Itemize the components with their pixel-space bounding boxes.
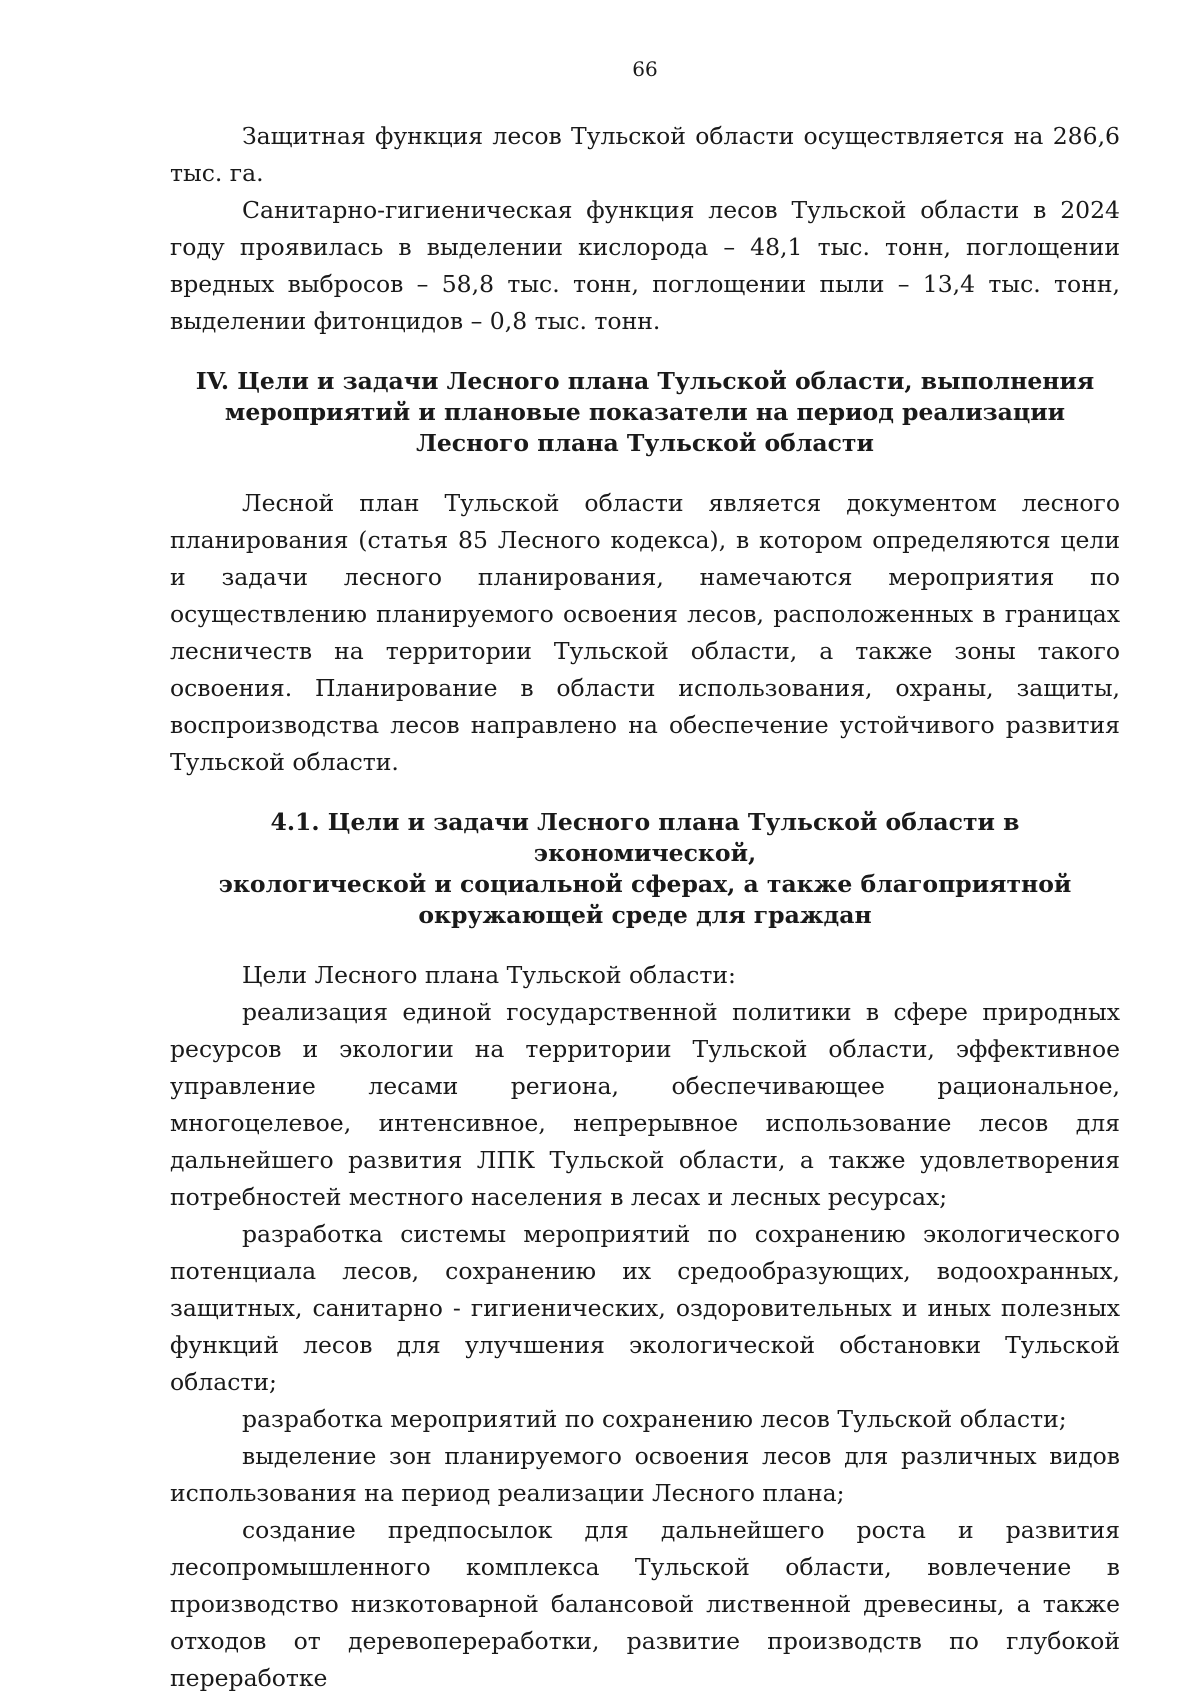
goal-item: создание предпосылок для дальнейшего роста и развития лесопромышленного комплекса Тульской области, вовлечение в производство низкотоварной балансовой лиственной древесины, а также отходов от деревопереработки, развитие производств по глубокой переработке	[170, 1516, 1120, 1692]
goal-item: разработка мероприятий по сохранению лесов Тульской области;	[242, 1405, 1067, 1433]
goal-item: реализация единой государственной политики в сфере природных ресурсов и экологии на территории Тульской области, эффективное управление лесами региона, обеспечивающее рациональное, многоцелевое, интенсивное, непрерывное использование лесов для дальнейшего развития ЛПК Тульской области, а также удовлетворения потребностей местного населения в лесах и лесных ресурсах;	[170, 998, 1120, 1211]
paragraph-forest-plan-definition: Лесной план Тульской области является документом лесного планирования (статья 85 Лесного кодекса), в котором определяются цели и задачи лесного планирования, намечаются мероприятия по осуществлению планируемого освоения лесов, расположенных в границах лесничеств на территории Тульской области, а также зоны такого освоения. Планирование в области использования, охраны, защиты, воспроизводства лесов направлено на обеспечение устойчивого развития Тульской области.	[170, 489, 1120, 776]
paragraph-protective-function: Защитная функция лесов Тульской области осуществляется на 286,6 тыс. га.	[170, 122, 1120, 187]
goals-intro: Цели Лесного плана Тульской области:	[242, 961, 736, 989]
paragraph-sanitary-function: Санитарно-гигиеническая функция лесов Тульской области в 2024 году проявилась в выделении кислорода – 48,1 тыс. тонн, поглощении вредных выбросов – 58,8 тыс. тонн, поглощении пыли – 13,4 тыс. тонн, выделении фитонцидов – 0,8 тыс. тонн.	[170, 196, 1120, 335]
section-heading-line-2: мероприятий и плановые показатели на период реализации	[224, 398, 1066, 426]
goal-item: разработка системы мероприятий по сохранению экологического потенциала лесов, сохранению их средообразующих, водоохранных, защитных, санитарно - гигиенических, оздоровительных и иных полезных функций лесов для улучшения экологической обстановки Тульской области;	[170, 1220, 1120, 1396]
goal-item: выделение зон планируемого освоения лесов для различных видов использования на период реализации Лесного плана;	[170, 1442, 1120, 1507]
section-heading-line-3: Лесного плана Тульской области	[416, 429, 874, 457]
section-heading	[170, 366, 1120, 459]
page-content	[170, 118, 1120, 1697]
subsection-heading-line-3: окружающей среде для граждан	[418, 901, 872, 929]
subsection-heading-line-1: 4.1. Цели и задачи Лесного плана Тульской области в экономической,	[270, 808, 1020, 867]
section-heading-line-1: IV. Цели и задачи Лесного плана Тульской области, выполнения	[195, 367, 1095, 395]
page-number: 66	[632, 57, 658, 81]
subsection-heading-line-2: экологической и социальной сферах, а также благоприятной	[218, 870, 1072, 898]
subsection-heading	[170, 807, 1120, 931]
